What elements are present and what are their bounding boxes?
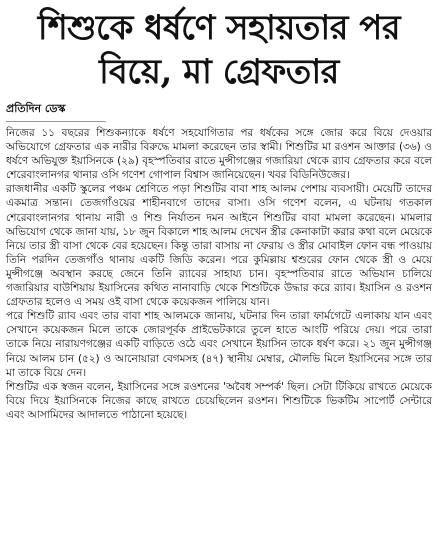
article-paragraph-3: পরে শিশুটি র‌্যাব এবং তার বাবা শাহ আলমকে জানায়, ঘটনার দিন তারা ফার্মগেটে এলাকায় যান এবং সেখানে কয়েকজন মিলে তাকে জোরপূর্বক প্রাইভেটকারে তুলে হাতে আংটি পরিয়ে দেয়। পরে তারা তাকে নিয়ে নারায়ণগঞ্জের একটি বাড়িতে ওঠে এবং সেখানে ইয়াসিন তাকে ধর্ষণ করে। ২১ জুন মুন্সীগঞ্জ নিয়ে আলম চান (৫২) ও আনোয়ারা বেগমসহ (৪৭) স্থানীয় মেম্বার, মৌলভি মিলে ইয়াসিনের সঙ্গে তার মা তাকে বিয়ে দেন। bbox=[6, 310, 432, 379]
byline-divider bbox=[6, 121, 106, 122]
byline: প্রতিদিন ডেস্ক bbox=[6, 100, 65, 122]
headline-line-1: শিশুকে ধর্ষণে সহায়তার পর bbox=[37, 8, 401, 48]
article-paragraph-2: রাজধানীর একটি স্কুলের পঞ্চম শ্রেণিতে পড়া শিশুটির বাবা শাহ আলম পেশায় ব্যবসায়ী। মেয়েটি তাদের একমাত্র সন্তান। তেজগাঁওয়ের শাহীনবাগে তাদের বাসা। ওসি গণেশ বলেন, এ ঘটনায় গতকাল শেরেবাংলানগর থানায় নারী ও শিশু নির্যাতন দমন আইনে শিশুটির বাবা মামলা করেছেন। মামলার অভিযোগ থেকে জানা যায়, ১৮ জুন বিকালে শাহ আলম দেখেন স্ত্রীর কেনাকাটা করার কথা বলে মেয়েকে নিয়ে তার স্ত্রী বাসা থেকে বের হয়েছেন। কিন্তু তারা বাসায় না ফেরায় ও স্ত্রীর মোবাইল ফোন বন্ধ পাওয়ায় তিনি পরদিন তেজগাঁও থানায় একটি জিডি করেন। পরে কুমিল্লায় শ্বশুরের ফোন থেকে স্ত্রী ও মেয়ে মুন্সীগঞ্জে অবস্থান করছে জেনে তিনি র‌্যাবের সাহায্য চান। বৃহস্পতিবার রাতে অভিযান চালিয়ে গজারিয়ার বাউশিয়ায় ইয়াসিনের কথিত নানাবাড়ি থেকে শিশুটিকে উদ্ধার করে র‌্যাব। ইয়াসিন ও রওশন গ্রেফতার হলেও এ সময় ওই বাসা থেকে কয়েকজন পালিয়ে যান। bbox=[6, 183, 432, 309]
article-paragraph-1: নিজের ১১ বছরের শিশুকন্যাকে ধর্ষণে সহযোগিতার পর ধর্ষকের সঙ্গে জোর করে বিয়ে দেওয়ার অভিযোগে গ্রেফতার এক নারীর বিরুদ্ধে মামলা করেছেন তার স্বামী। শিশুটির মা রওশন আক্তার (৩৬) ও ধর্ষণে অভিযুক্ত ইয়াসিনকে (২৯) বৃহস্পতিবার রাতে মুন্সীগঞ্জের গজারিয়া থেকে র‌্যাব গ্রেফতার করে বলে শেরেবাংলানগর থানার ওসি গণেশ গোপাল বিশ্বাস জানিয়েছেন। খবর বিডিনিউজের। bbox=[6, 127, 432, 182]
article-body bbox=[6, 126, 432, 422]
article-paragraph-4: শিশুটির এক স্বজন বলেন, ইয়াসিনের সঙ্গে রওশনের 'অবৈধ সম্পর্ক' ছিল। সেটা টিকিয়ে রাখতে মেয়েকে বিয়ে দিয়ে ইয়াসিনকে নিজের কাছে রাখতে চেয়েছিলেন রওশন। শিশুটিকে ভিকটিম সাপোর্ট সেন্টারে এবং আসামিদের আদালতে পাঠানো হয়েছে। bbox=[6, 380, 432, 421]
headline-line-2: বিয়ে, মা গ্রেফতার bbox=[99, 52, 339, 92]
article-headline bbox=[0, 6, 438, 94]
